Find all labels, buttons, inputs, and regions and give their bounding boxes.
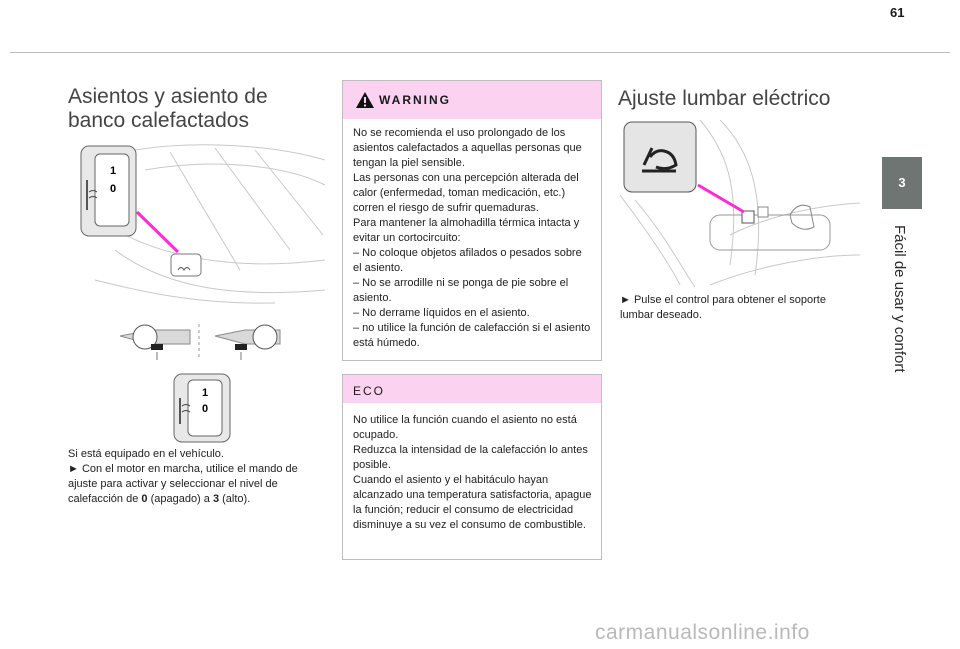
warning-label: WARNING	[379, 93, 451, 107]
knob-detail-high: 1	[201, 387, 209, 399]
eco-label: ECO	[353, 384, 386, 398]
eco-line-3: Cuando el asiento y el habitáculo hayan alcanzado una temperatura satisfactoria, apague la función; reducir el consumo de electricidad disminuye a su vez el consumo de combustible.	[353, 474, 592, 531]
warning-line-6: – No derrame líquidos en el asiento.	[353, 307, 530, 319]
chapter-title	[890, 225, 910, 385]
chapter-tab[interactable]: 3	[882, 157, 922, 209]
eco-box	[342, 374, 602, 560]
warning-triangle-icon	[355, 91, 375, 109]
level-high: 3	[212, 493, 220, 505]
warning-header	[343, 81, 601, 119]
watermark: carmanualsonline.info	[595, 621, 810, 644]
warning-box	[342, 80, 602, 361]
level-off: 0	[141, 493, 148, 505]
eco-header	[343, 375, 601, 403]
availability-note: Si está equipado en el vehículo.	[68, 448, 224, 460]
knob-level-high: 1	[109, 165, 117, 177]
instruction-step	[68, 462, 318, 507]
warning-line-3: Para mantener la almohadilla térmica intacta y evitar un cortocircuito:	[353, 217, 580, 244]
heated-seat-illustration	[75, 140, 330, 305]
section-title-heated-seats	[68, 85, 298, 133]
lumbar-control-illustration	[620, 115, 860, 290]
chapter-title-text: Fácil de usar y confort	[891, 225, 908, 373]
warning-line-4: – No coloque objetos afilados o pesados sobre el asiento.	[353, 247, 582, 274]
step-text-1: ► Con el motor en marcha, utilice el mando de ajuste para activar y seleccionar el nivel de calefacción de	[68, 463, 298, 505]
warning-line-5: – No se arrodille ni se ponga de pie sobre el asiento.	[353, 277, 569, 304]
knob-level-off: 0	[109, 183, 117, 195]
lumbar-step: ► Pulse el control para obtener el soporte lumbar deseado.	[620, 294, 826, 321]
title-line-1: Asientos y asiento de	[68, 85, 268, 108]
heated-seats-instructions	[68, 447, 318, 507]
knob-detail-off: 0	[201, 403, 209, 415]
warning-line-1: No se recomienda el uso prolongado de los asientos calefactados a aquellas personas que tengan la piel sensible.	[353, 127, 582, 169]
lumbar-instructions	[620, 293, 855, 323]
title-line-2: banco calefactados	[68, 109, 249, 132]
header-rule	[10, 52, 950, 53]
steering-position-icons	[115, 322, 285, 362]
warning-line-7: – no utilice la función de calefacción si el asiento está húmedo.	[353, 322, 591, 349]
section-title-lumbar: Ajuste lumbar eléctrico	[618, 87, 831, 110]
heated-seat-knob-detail	[172, 372, 234, 444]
page-number: 61	[890, 5, 905, 20]
eco-line-2: Reduzca la intensidad de la calefacción lo antes posible.	[353, 444, 588, 471]
eco-line-1: No utilice la función cuando el asiento no está ocupado.	[353, 414, 577, 441]
step-text-3: (alto).	[219, 493, 251, 505]
warning-line-2: Las personas con una percepción alterada del calor (enfermedad, toman medicación, etc.) corren el riesgo de sufrir quemaduras.	[353, 172, 579, 214]
step-text-2: (apagado) a	[147, 493, 213, 505]
